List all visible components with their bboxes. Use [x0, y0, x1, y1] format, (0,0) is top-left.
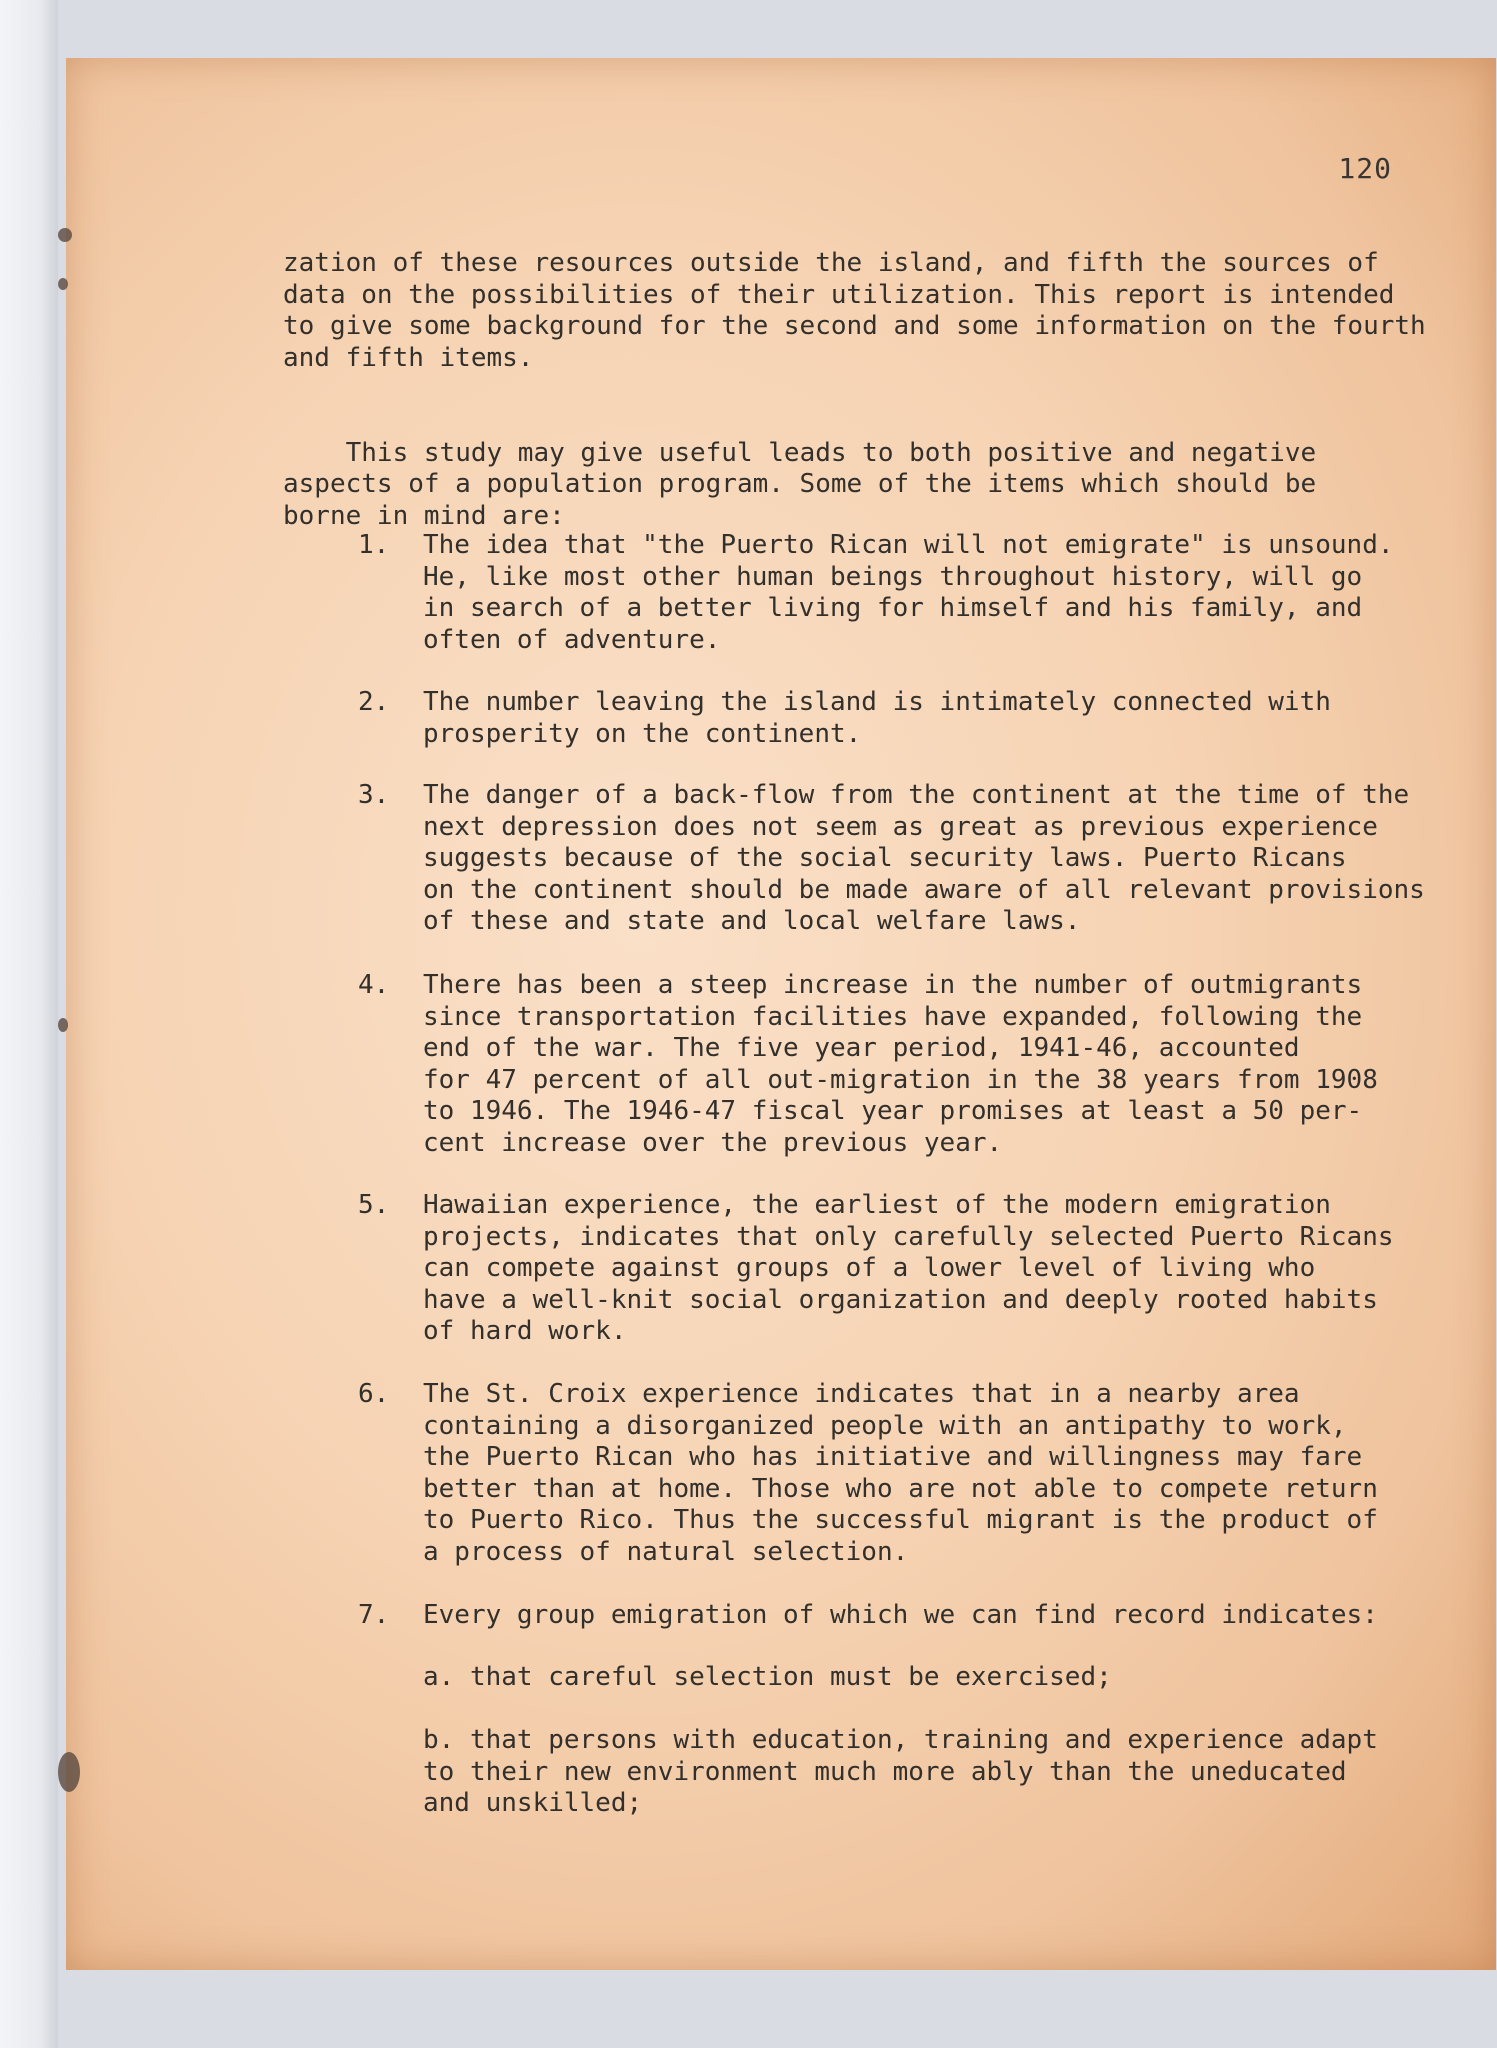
list-item-number: 6. — [358, 1379, 390, 1409]
binding-hole-mark — [58, 278, 68, 290]
list-item-text: There has been a steep increase in the number of outmigrants since transportation facilities have expanded, following the end of the war. The five year period, 1941-46, accounted for 47 percent of all out-migration in the 38 years from 1908 to 1946. The 1946-47 fiscal year promises at least a 50 per- cent increase over the previous year. — [423, 970, 1378, 1158]
list-item-text: The number leaving the island is intimately connected with prosperity on the continent. — [423, 687, 1331, 749]
second-paragraph-text: This study may give useful leads to both positive and negative aspects of a population program. Some of the items which should be borne in mind are: — [283, 437, 1317, 531]
list-item-number: 4. — [358, 970, 390, 1000]
list-item-text: The St. Croix experience indicates that in a nearby area containing a disorganized people with an antipathy to work, the Puerto Rican who has initiative and willingness may fare better than at home. Those who are not able to compete return to Puerto Rico. Thus the successful migrant is the product of a process of natural selection. — [423, 1379, 1378, 1567]
list-item-number: 1. — [358, 530, 390, 560]
binding-hole-mark — [58, 228, 72, 242]
document-page — [66, 58, 1496, 1970]
binding-hole-mark — [58, 1018, 68, 1032]
sub-item-text: a. that careful selection must be exercised; — [423, 1662, 1112, 1692]
list-item-number: 5. — [358, 1190, 390, 1220]
page-number: 120 — [1338, 152, 1392, 185]
intro-paragraph: zation of these resources outside the island, and fifth the sources of data on the possibilities of their utilization. This report is intended to give some background for the second and some information on the fourth and fifth items. — [283, 248, 1426, 373]
sub-item-text: b. that persons with education, training and experience adapt to their new environment much more ably than the uneducated and unskilled; — [423, 1725, 1378, 1818]
list-item-number: 2. — [358, 687, 390, 717]
list-item-text: The idea that "the Puerto Rican will not emigrate" is unsound. He, like most other human beings throughout history, will go in search of a better living for himself and his family, and often of adventure. — [423, 530, 1394, 655]
list-item-text: The danger of a back-flow from the continent at the time of the next depression does not seem as great as previous experience suggests because of the social security laws. Puerto Ricans on the continent should be made aware of all relevant provisions of these and state and local welfare laws. — [423, 780, 1425, 936]
second-paragraph — [283, 406, 1443, 532]
list-item-number: 7. — [358, 1600, 390, 1630]
list-item-text: Every group emigration of which we can find record indicates: — [423, 1600, 1378, 1630]
list-item-text: Hawaiian experience, the earliest of the modern emigration projects, indicates that only carefully selected Puerto Ricans can compete against groups of a lower level of living who have a well-knit social organization and deeply rooted habits of hard work. — [423, 1190, 1394, 1346]
binding-hole-mark — [58, 1752, 80, 1792]
scan-margin — [0, 0, 58, 2048]
list-item-number: 3. — [358, 780, 390, 810]
